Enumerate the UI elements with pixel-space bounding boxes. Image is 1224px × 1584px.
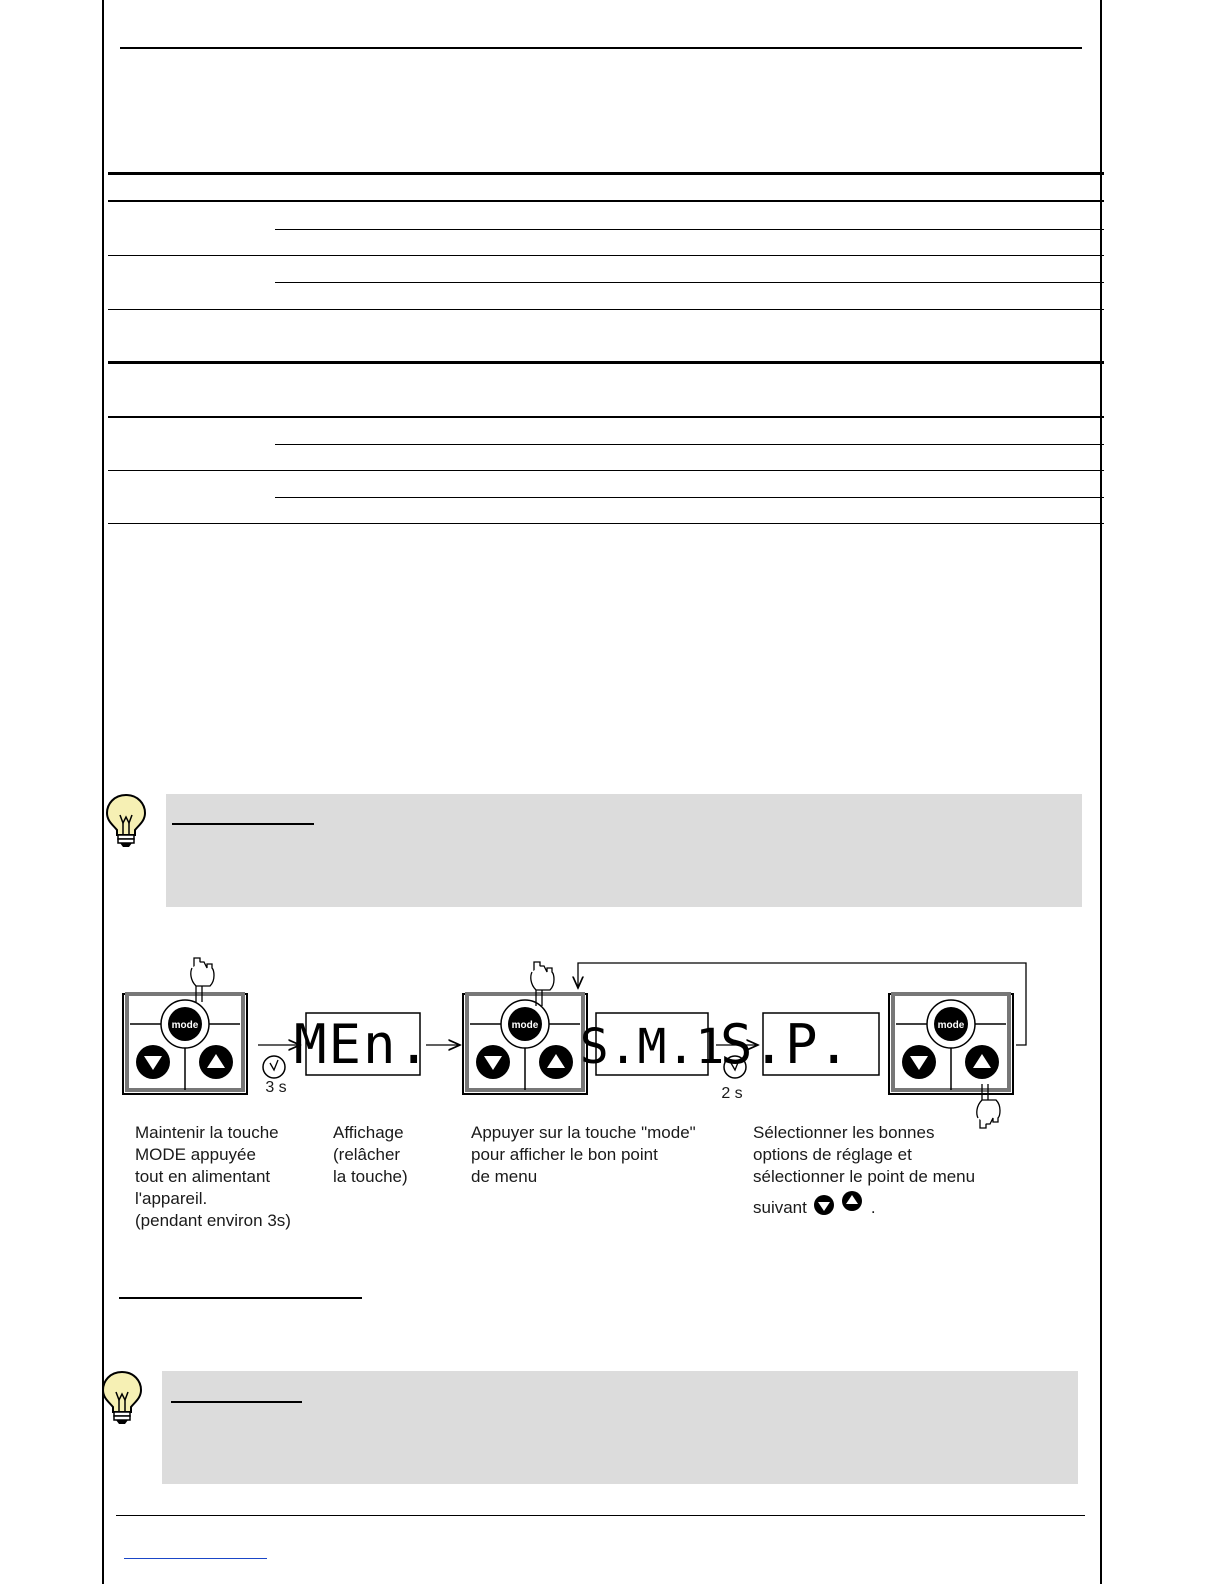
lightbulb-icon [104, 793, 148, 849]
procedure-diagram [110, 950, 1050, 1140]
note-box [162, 1371, 1078, 1484]
mode-button-label: mode [937, 1020, 965, 1031]
up-arrow-icon [841, 1190, 863, 1212]
display-1-text: MEn. [293, 1013, 433, 1076]
note-box [166, 794, 1082, 907]
timer-2-label: 2 s [721, 1085, 743, 1102]
table-rule [108, 309, 1104, 310]
table-rule [275, 497, 1104, 498]
table-rule [108, 255, 1104, 256]
lightbulb-icon [100, 1370, 144, 1426]
mode-button-label: mode [171, 1020, 199, 1031]
step-4-prefix: suivant [753, 1198, 807, 1217]
timer-icon [263, 1056, 285, 1078]
footer-link[interactable] [124, 1558, 267, 1559]
display-3-text: S.P. [719, 1013, 850, 1076]
table-rule [108, 172, 1104, 175]
note-title-underline [172, 823, 314, 825]
timer-1-label: 3 s [265, 1079, 287, 1096]
step-2-caption: Affichage (relâcher la touche) [333, 1123, 408, 1186]
note-title-underline [171, 1401, 302, 1403]
step-4-caption: Sélectionner les bonnes options de réglage et sélectionner le point de menu [753, 1123, 976, 1186]
table-rule [108, 523, 1104, 524]
table-rule [108, 470, 1104, 471]
page-right-border [1100, 0, 1102, 1584]
step-4-caption-tail [753, 1188, 876, 1218]
keypad-3 [889, 994, 1013, 1094]
keypad-2 [463, 994, 587, 1094]
display-3 [720, 1013, 879, 1076]
down-arrow-icon [813, 1194, 835, 1216]
table-rule [275, 444, 1104, 445]
table-rule [108, 416, 1104, 418]
display-2 [580, 1013, 725, 1075]
display-1 [294, 1013, 432, 1076]
keypad-1 [123, 994, 247, 1094]
step-1-caption: Maintenir la touche MODE appuyée tout en alimentant l'appareil. (pendant environ 3s) [135, 1123, 291, 1230]
page-left-border [102, 0, 104, 1584]
table-rule [275, 229, 1104, 230]
table-rule [108, 200, 1104, 202]
display-2-text: S.M.1 [579, 1019, 725, 1075]
header-rule [120, 47, 1082, 49]
footer-rule [116, 1515, 1085, 1516]
step-4-suffix: . [870, 1198, 876, 1217]
section-heading-underline [119, 1297, 362, 1299]
mode-button-label: mode [511, 1020, 539, 1031]
step-3-caption: Appuyer sur la touche "mode" pour afficher le bon point de menu [471, 1123, 696, 1186]
table-rule [275, 282, 1104, 283]
table-rule [108, 361, 1104, 364]
